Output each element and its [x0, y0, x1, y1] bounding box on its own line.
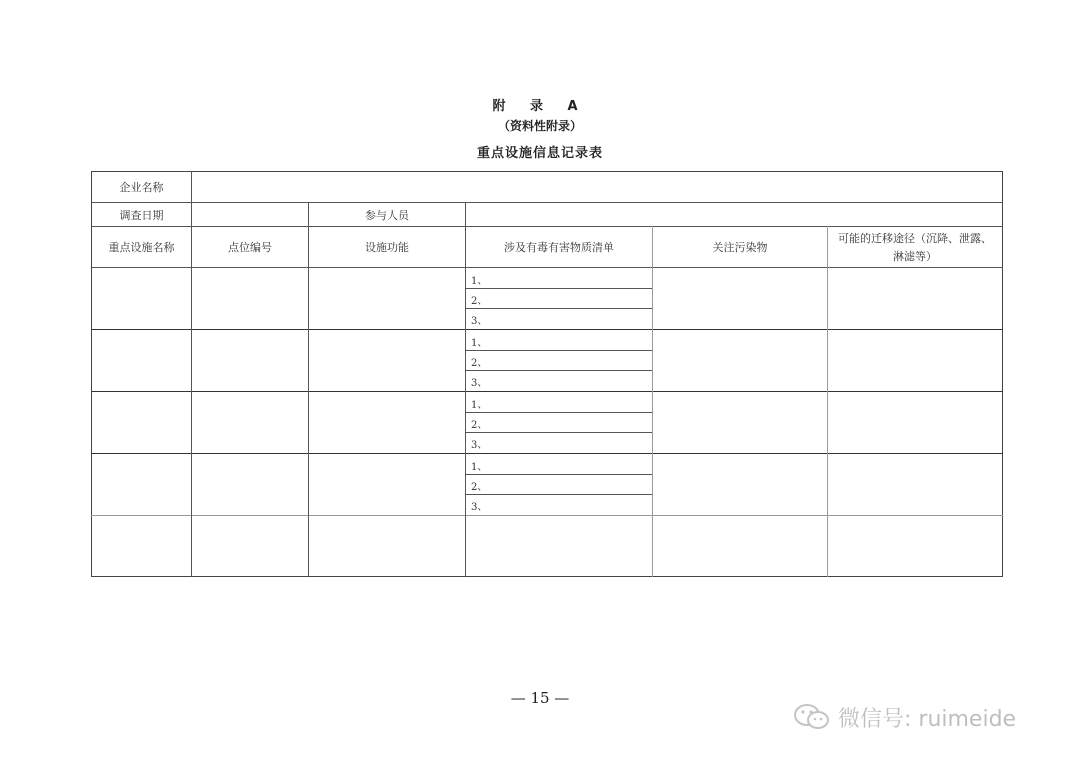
- list-number: 1、: [471, 400, 488, 411]
- table-title: 重点设施信息记录表: [476, 146, 603, 161]
- header-pollutants: 关注污染物: [712, 241, 768, 254]
- enterprise-name-label: 企业名称: [119, 181, 164, 194]
- appendix-subtitle: （资料性附录）: [497, 119, 582, 133]
- list-number: 1、: [471, 338, 488, 349]
- appendix-heading: 附 录 A: [492, 99, 588, 114]
- list-number: 2、: [471, 420, 488, 431]
- list-number: 2、: [471, 358, 488, 369]
- participants-label: 参与人员: [365, 208, 409, 222]
- header-point-number: 点位编号: [228, 241, 272, 254]
- list-number: 1、: [471, 276, 488, 287]
- header-facility-name: 重点设施名称: [108, 241, 175, 254]
- page-number: — 15 —: [510, 689, 570, 707]
- list-number: 3、: [471, 378, 488, 389]
- wechat-icon: [792, 702, 832, 732]
- list-number: 2、: [471, 482, 488, 493]
- watermark-text: 微信号: ruimeide: [838, 706, 1017, 732]
- header-hazardous-substances: 涉及有毒有害物质清单: [504, 241, 614, 254]
- header-facility-function: 设施功能: [365, 241, 409, 254]
- header-migration-line1: 可能的迁移途径（沉降、泄露、: [838, 232, 992, 245]
- watermark: [792, 700, 1016, 734]
- list-number: 3、: [471, 502, 488, 513]
- header-migration-line2: 淋滤等）: [893, 250, 937, 263]
- list-number: 3、: [471, 440, 488, 451]
- survey-date-label: 调查日期: [119, 208, 164, 222]
- list-number: 2、: [471, 296, 488, 307]
- list-number: 3、: [471, 316, 488, 327]
- list-number: 1、: [471, 462, 488, 473]
